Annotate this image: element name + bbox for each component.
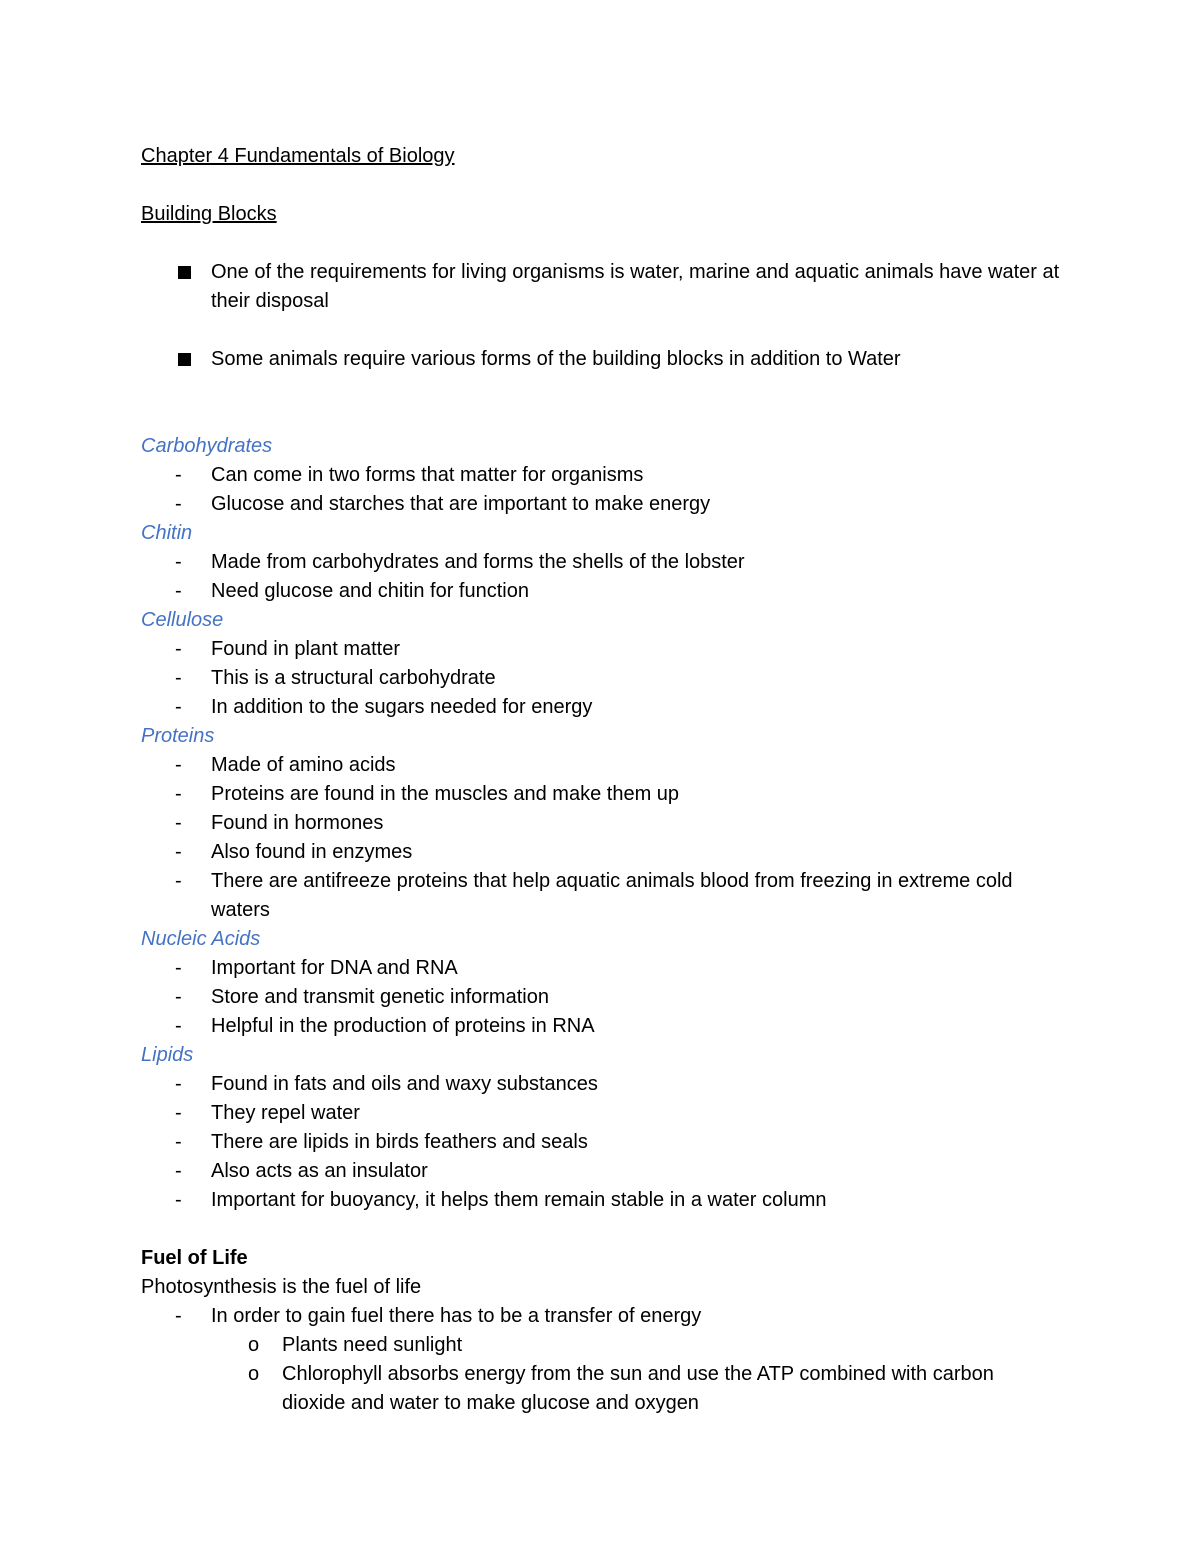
list-item — [141, 1070, 1061, 1099]
list-item-text: There are lipids in birds feathers and seals — [211, 1131, 588, 1153]
sub-list-item-text: Chlorophyll absorbs energy from the sun and use the ATP combined with carbon dioxide and water to make glucose and oxygen — [282, 1363, 994, 1414]
dash-marker: - — [175, 638, 182, 660]
spacer — [141, 374, 1061, 403]
list-item — [141, 838, 1061, 867]
list-item — [141, 548, 1061, 577]
spacer — [141, 171, 1061, 200]
sub-list-item-text: Plants need sunlight — [282, 1334, 463, 1356]
list-item-text: Also acts as an insulator — [211, 1160, 428, 1182]
list-item — [141, 983, 1061, 1012]
dash-marker: - — [175, 551, 182, 573]
list-item-text: Can come in two forms that matter for organisms — [211, 464, 644, 486]
list-item — [141, 1157, 1061, 1186]
list-item-text: Proteins are found in the muscles and make them up — [211, 783, 680, 805]
spacer — [141, 229, 1061, 258]
list-item-text: Made of amino acids — [211, 754, 396, 776]
list-item — [141, 1012, 1061, 1041]
list-item — [141, 577, 1061, 606]
topic-heading-cellulose: Cellulose — [141, 609, 224, 631]
list-item — [141, 693, 1061, 722]
dash-marker: - — [175, 1189, 182, 1211]
spacer — [141, 316, 1061, 345]
list-item — [141, 490, 1061, 519]
topic-heading-nucleic-acids: Nucleic Acids — [141, 928, 261, 950]
list-item-text: Found in plant matter — [211, 638, 400, 660]
list-item — [141, 954, 1061, 983]
topic-heading-carbohydrates: Carbohydrates — [141, 435, 273, 457]
dash-marker: - — [175, 1305, 182, 1327]
dash-marker: - — [175, 667, 182, 689]
list-item-text: Helpful in the production of proteins in RNA — [211, 1015, 595, 1037]
list-item-text: Store and transmit genetic information — [211, 986, 549, 1008]
topic-heading-proteins: Proteins — [141, 725, 215, 747]
topic-heading-chitin: Chitin — [141, 522, 193, 544]
dash-marker: - — [175, 754, 182, 776]
list-item — [141, 461, 1061, 490]
dash-marker: - — [175, 1015, 182, 1037]
section-intro: Photosynthesis is the fuel of life — [141, 1276, 422, 1298]
list-item-text: Found in hormones — [211, 812, 384, 834]
list-item — [141, 1302, 1061, 1331]
list-item-text: Also found in enzymes — [211, 841, 413, 863]
spacer — [141, 1215, 1061, 1244]
circle-bullet-icon: o — [248, 1334, 260, 1356]
sub-list-item — [141, 1331, 1061, 1360]
document-page — [141, 142, 1061, 1418]
list-item-text: Important for buoyancy, it helps them remain stable in a water column — [211, 1189, 827, 1211]
topic-heading-lipids: Lipids — [141, 1044, 194, 1066]
list-item-text: There are antifreeze proteins that help aquatic animals blood from freezing in extreme cold waters — [211, 870, 1013, 921]
dash-marker: - — [175, 1160, 182, 1182]
list-item — [141, 664, 1061, 693]
list-item-text: This is a structural carbohydrate — [211, 667, 496, 689]
list-item — [141, 1099, 1061, 1128]
dash-marker: - — [175, 696, 182, 718]
list-item — [141, 809, 1061, 838]
list-item — [141, 867, 1061, 925]
list-item-text: Found in fats and oils and waxy substances — [211, 1073, 598, 1095]
list-item — [141, 1186, 1061, 1215]
square-bullet-icon — [178, 353, 191, 366]
spacer — [141, 403, 1061, 432]
dash-marker: - — [175, 1102, 182, 1124]
square-bullet-item — [141, 258, 1061, 316]
list-item-text: In order to gain fuel there has to be a transfer of energy — [211, 1305, 702, 1327]
square-bullet-item — [141, 345, 1061, 374]
dash-marker: - — [175, 1131, 182, 1153]
dash-marker: - — [175, 870, 182, 892]
dash-marker: - — [175, 580, 182, 602]
square-bullet-icon — [178, 266, 191, 279]
list-item-text: Glucose and starches that are important to make energy — [211, 493, 711, 515]
list-item — [141, 780, 1061, 809]
dash-marker: - — [175, 464, 182, 486]
list-item-text: Need glucose and chitin for function — [211, 580, 529, 602]
bullet-text: Some animals require various forms of the building blocks in addition to Water — [211, 348, 901, 370]
list-item — [141, 1128, 1061, 1157]
dash-marker: - — [175, 783, 182, 805]
list-item-text: In addition to the sugars needed for energy — [211, 696, 593, 718]
circle-bullet-icon: o — [248, 1363, 260, 1385]
sub-list-item — [141, 1360, 1061, 1418]
list-item-text: Made from carbohydrates and forms the shells of the lobster — [211, 551, 745, 573]
dash-marker: - — [175, 812, 182, 834]
dash-marker: - — [175, 1073, 182, 1095]
dash-marker: - — [175, 986, 182, 1008]
list-item — [141, 751, 1061, 780]
section-heading-fuel-of-life: Fuel of Life — [141, 1247, 248, 1269]
list-item-text: They repel water — [211, 1102, 360, 1124]
dash-marker: - — [175, 493, 182, 515]
list-item — [141, 635, 1061, 664]
bullet-text: One of the requirements for living organisms is water, marine and aquatic animals have water at their disposal — [211, 261, 1060, 312]
dash-marker: - — [175, 841, 182, 863]
dash-marker: - — [175, 957, 182, 979]
list-item-text: Important for DNA and RNA — [211, 957, 458, 979]
document-title: Chapter 4 Fundamentals of Biology — [141, 145, 455, 167]
section-heading-building-blocks: Building Blocks — [141, 203, 277, 225]
